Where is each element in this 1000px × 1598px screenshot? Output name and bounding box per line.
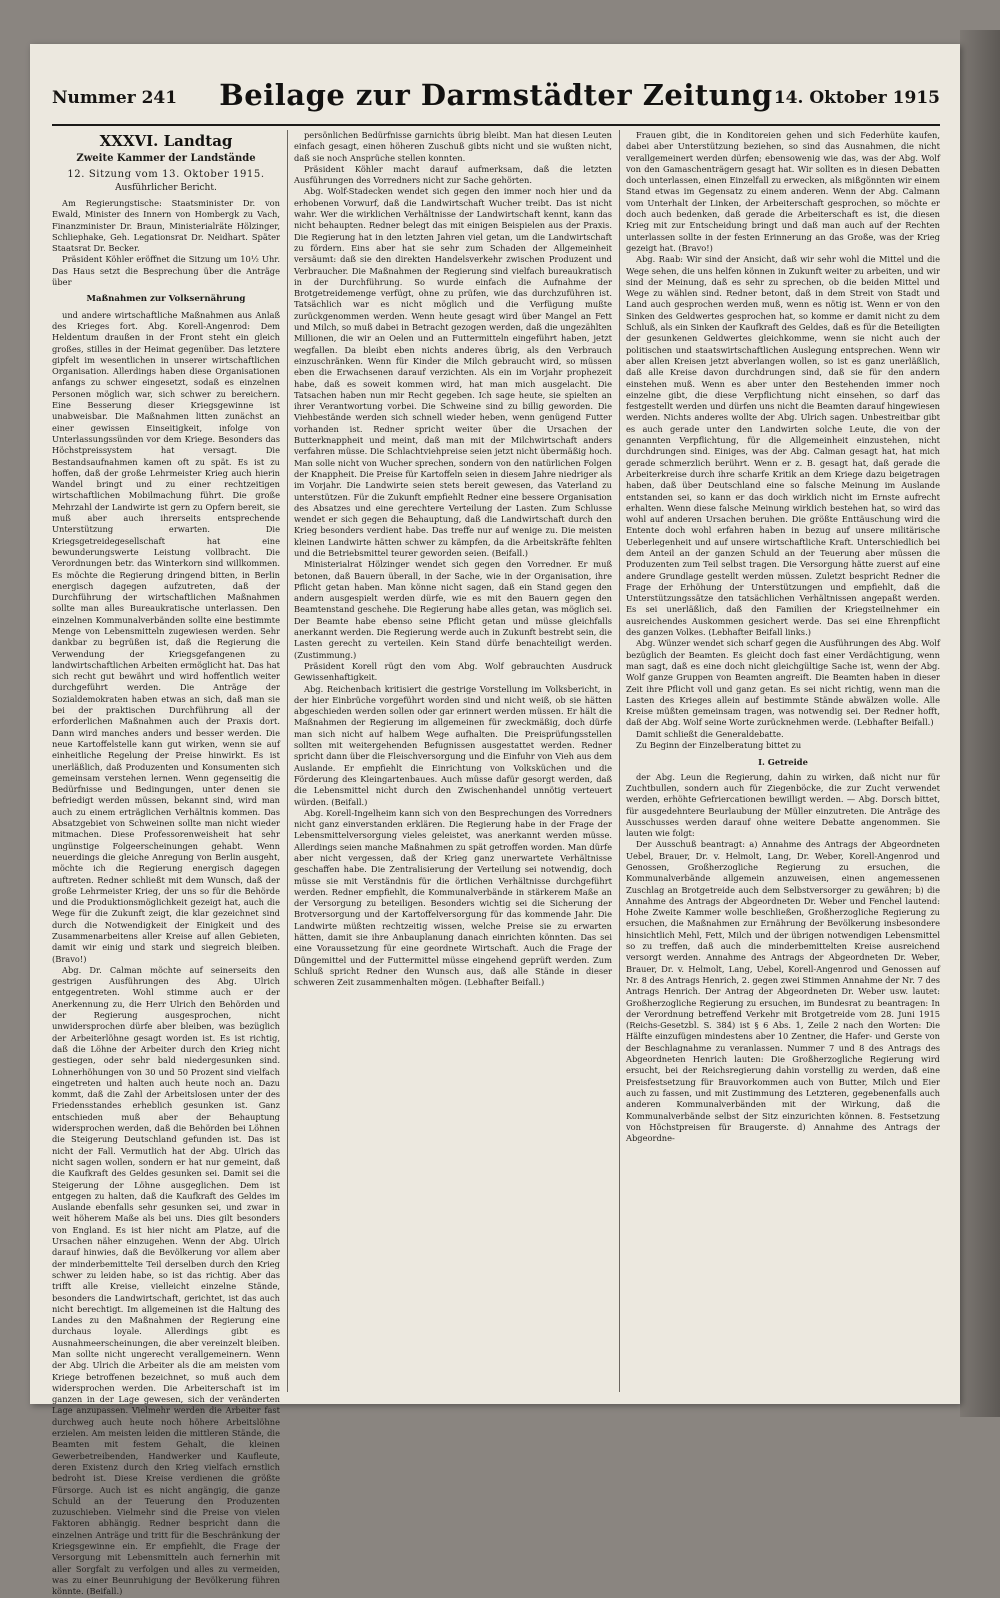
session-line: 12. Sitzung vom 13. Oktober 1915.: [67, 169, 265, 180]
paragraph: persönlichen Bedürfnisse garnichts übrig bleibt. Man hat diesen Leuten einfach gesagt, einen höheren Zuschuß gibts nicht und sie wußten nicht, daß sie noch Ansprüche stellen konnten.: [294, 130, 612, 163]
column-2: [294, 130, 612, 1392]
issue-number: Nummer 241: [52, 88, 178, 108]
paragraph: der Abg. Leun die Regierung, dahin zu wirken, daß nicht nur für Zuchtbullen, sondern auch für Ziegenböcke, die zur Zucht verwendet werden, erhöhte Gefriercationen bewilligt werden. — Abg. Dorsch bittet, für ausgedehntere Beurlaubung der Müller einzutreten. Die Anträge des Ausschusses werden darauf ohne weitere Debatte angenommen. Sie lauten wie folgt:: [626, 771, 940, 839]
paragraph: Abg. Reichenbach kritisiert die gestrige Vorstellung im Volksbericht, in der hier Einbrüche vorgeführt worden sind und nicht weiß, ob sie hätten abgeschieden werden sollen oder gar erinnert werden müssen. Er hält die Maßnahmen der Regierung im allgemeinen für zweckmäßig, doch dürfe man sich nicht auf halbem Wege aufhalten. Die Preisprüfungsstellen sollten mit weitergehenden Befugnissen ausgestattet werden. Redner spricht dann über die Fleischversorgung und die Einfuhr von Vieh aus dem Auslande. Er empfiehlt die Einrichtung von Volksküchen und die Förderung des Kleingartenbaues. Auch müsse dafür gesorgt werden, daß die Lebensmittel nicht durch den Zwischenhandel unnötig verteuert würden. (Beifall.): [294, 683, 612, 807]
paragraph: Frauen gibt, die in Konditoreien gehen und sich Federhüte kaufen, dabei aber Unterstützung beziehen, so sind das Ausnahmen, die nicht verallgemeinert werden dürfen; ebensowenig wie das, was der Abg. Wolf von den Gamaschenträgern gesagt hat. Wir sollten es in diesen Debatten doch unterlassen, einen Einzelfall zu erwecken, als mißgönnten wir einem Stand etwas im Gegensatz zu einem anderen. Wenn der Abg. Calmann vom Unterhalt der Linken, der Arbeiterschaft gesprochen, so möchte er doch auch bedenken, daß gerade die Arbeiterschaft es ist, die diesen Krieg mit zur Entscheidung bringt und daß man auch auf der Rechten unterlassen sollte in der festen Erinnerung an das Große, was der Krieg gezeigt hat. (Bravo!): [626, 130, 940, 253]
paragraph: Abg. Raab: Wir sind der Ansicht, daß wir sehr wohl die Mittel und die Wege sehen, die uns helfen können in Zukunft weiter zu arbeiten, und wir sind der Meinung, daß es sehr zu sprechen, ob die beiden Mittel und Wege zu wählen sind. Redner betont, daß in dem Streit von Stadt und Land auch gesprochen werden muß, wenn es nötig ist. Wenn er von den Sinken des Geldwertes gesprochen hat, so komme er damit nicht zu dem Schluß, als ein Sinken der Kaufkraft des Geldes, daß es für die Beteiligten der gesunkenen Geldwertes gleichkomme, wenn sie nicht auch der politischen und staatswirtschaftlichen Auslegung entsprechen. Wenn wir aber allen Kreisen jetzt abverlangen wollen, so ist es ganz unerläßlich, daß alle Kreise davon durchdrungen sind, daß sie für den andern einstehen muß. Wenn es aber unter den Bestehenden immer noch einzelne gibt, die diese Verpflichtung nicht einsehen, so darf das festgestellt werden und dürfen uns nicht die Beamten darauf hingewiesen werden. Nichts anderes wollte der Abg. Ulrich sagen. Unbestreitbar gibt es auch gerade unter den Landwirten solche Leute, die von der genannten Verpflichtung, für die Allgemeinheit einzustehen, nicht durchdrungen sind. Einiges, was der Abg. Calman gesagt hat, hat mich gerade schmerzlich berührt. Wenn er z. B. gesagt hat, daß gerade die Arbeiterkreise durch ihre scharfe Kritik an dem Kriege dazu beigetragen haben, daß über Deutschland eine so falsche Meinung im Auslande entstanden sei, so kann er das doch wirklich nicht im Ernste aufrecht erhalten. Wenn diese falsche Meinung wirklich bestehen hat, so wird das wohl auf anderen Ursachen beruhen. Die größte Enttäuschung wird die Entente doch wohl erfahren haben in bezug auf unsere militärische Ueberlegenheit und auf unsere wirtschaftliche Kraft. Unterschiedlich bei dem Anteil an der ganzen Schuld an der Teuerung aber müssen die Produzenten zum Teil selbst tragen. Die Versorgung hätte zuerst auf eine andere Grundlage gestellt werden müssen. Zuletzt bespricht Redner die Frage der Erhöhung der Unterstützungen und empfiehlt, daß die Unterstützungssätze den tatsächlichen Verhältnissen angepaßt werden. Es sei unerläßlich, daß den Familien der Kriegsteilnehmer ein ausreichendes Auskommen gesichert werde. Das sei eine Ehrenpflicht des ganzen Volkes. (Lebhafter Beifall links.): [626, 254, 940, 638]
paragraph: Abg. Dr. Calman möchte auf seinerseits den gestrigen Ausführungen des Abg. Ulrich entgegentreten. Wohl stimme auch er der Anerkennung zu, die Herr Ulrich den Behörden und der Regierung ausgesprochen, nicht unwidersprochen dürfe aber bleiben, was bezüglich der Arbeiterlöhne gesagt worden ist. Es ist richtig, daß die Löhne der Arbeiter durch den Krieg nicht gestiegen, oder sehr bald niedergesunken sind. Lohnerhöhungen von 30 und 50 Prozent sind vielfach eingetreten und halten auch heute noch an. Dazu kommt, daß die Zahl der Arbeitslosen unter der des Friedensstandes erheblich gesunken ist. Ganz entschieden muß aber der Behauptung widersprochen werden, daß die Behörden bei Löhnen die Steigerung Deutschland gefunden ist. Das ist nicht der Fall. Vermutlich hat der Abg. Ulrich das nicht sagen wollen, sondern er hat nur gemeint, daß die Kaufkraft des Geldes gesunken sei. Damit sei die Steigerung der Löhne ausgeglichen. Dem ist entgegen zu halten, daß die Kaufkraft des Geldes im Auslande ebenfalls sehr gesunken sei, und zwar in weit höherem Maße als bei uns. Dies gilt besonders von England. Es ist hier nicht am Platze, auf die Ursachen näher einzugehen. Wenn der Abg. Ulrich darauf hinwies, daß die Bevölkerung vor allem aber der minderbemittelte Teil derselben durch den Krieg schwer zu leiden habe, so ist das richtig. Aber das trifft alle Kreise, vielleicht einzelne Stände, besonders die Landwirtschaft, gerichtet, ist das auch nicht berechtigt. Im allgemeinen ist die Haltung des Landes zu den Maßnahmen der Regierung eine durchaus loyale. Allerdings gibt es Ausnahmeerscheinungen, die aber vereinzelt bleiben. Man sollte nicht ungerecht verallgemeinern. Wenn der Abg. Ulrich die Arbeiter als die am meisten vom Kriege betroffenen bezeichnet, so muß auch dem widersprochen werden. Die Arbeiterschaft ist im ganzen in der Lage gewesen, sich der veränderten Lage anzupassen. Vielmehr werden die Arbeiter fast durchweg auch heute noch höhere Arbeitslöhne erzielen. Am meisten leiden die mittleren Stände, die Beamten mit festem Gehalt, die kleinen Gewerbetreibenden, Handwerker und Kaufleute, deren Existenz durch den Krieg vielfach ernstlich bedroht ist. Diese Kreise verdienen die größte Fürsorge. Auch ist es nicht angängig, die ganze Schuld an der Teuerung den Produzenten zuzuschieben. Vielmehr sind die Preise von vielen Faktoren abhängig. Redner bespricht dann die einzelnen Anträge und tritt für die Beschränkung der Kriegsgewinne ein. Er empfiehlt, die Frage der Versorgung mit Lebensmitteln auch fernerhin mit aller Sorgfalt zu verfolgen und alles zu vermeiden, was zu einer Beunruhigung der Bevölkerung führen könnte. (Beifall.): [52, 964, 280, 1597]
paragraph: Am Regierungstische: Staatsminister Dr. von Ewald, Minister des Innern von Hombergk zu Vach, Finanzminister Dr. Braun, Ministerialräte Hölzinger, Schliephake, Geh. Legationsrat Dr. Neidhart. Später Staatsrat Dr. Becker.: [52, 198, 280, 254]
paragraph: Präsident Köhler eröffnet die Sitzung um 10½ Uhr. Das Haus setzt die Besprechung über die Anträge über: [52, 254, 280, 288]
column-1: [52, 130, 280, 1597]
newspaper-page: [30, 44, 960, 1597]
masthead: [52, 76, 940, 126]
paragraph: Der Ausschuß beantragt: a) Annahme des Antrags der Abgeordneten Uebel, Brauer, Dr. v. Helmolt, Lang, Dr. Weber, Korell-Angenrod und Genossen, Großherzogliche Regierung zu ersuchen, die Kommunalverbände allgemein anzuweisen, einen angemessenen Zuschlag an Brotgetreide auch dem Selbstversorger zu gewähren; b) die Annahme des Antrags der Abgeordneten Dr. Weber und Fenchel lautend: Hohe Zweite Kammer wolle beschließen, Großherzogliche Regierung zu ersuchen, die Maßnahmen zur Ernährung der Bevölkerung insbesondere hinsichtlich Mehl, Fett, Milch und der übrigen notwendigen Lebensmittel so zu treffen, daß auch die minderbemittelten Kreise ausreichend versorgt werden. Annahme des Antrags der Abgeordneten Dr. Weber, Brauer, Dr. v. Helmolt, Lang, Uebel, Korell-Angenrod und Genossen auf Nr. 8 des Antrags Henrich, 2. gegen zwei Stimmen Annahme der Nr. 7 des Antrags Henrich. Der Antrag der Abgeordneten Dr. Weber usw. lautet: Großherzogliche Regierung zu ersuchen, im Bundesrat zu beantragen: In der Verordnung betreffend Verkehr mit Brotgetreide vom 28. Juni 1915 (Reichs-Gesetzbl. S. 384) ist § 6 Abs. 1, Zeile 2 nach den Worten: Die Hälfte einzufügen mindestens aber 10 Zentner, die Hafer- und Gerste von der Beschlagnahme zu veranlassen. Nummer 7 und 8 des Antrags des Abgeordneten Henrich lauten: Die Großherzogliche Regierung wird ersucht, bei der Reichsregierung dahin vorstellig zu werden, daß eine Preisfestsetzung für Brauvorkommen auch von Butter, Milch und Eier auch zu fassen, und mit Zustimmung des Letzteren, gegebenenfalls auch anderen Kommunalverbänden mit der Wirkung, daß die Kommunalverbände selbst der Sitz einzurichten können. 8. Festsetzung von Höchstpreisen für Braugerste. d) Annahme des Antrags der Abgeordne-: [626, 839, 940, 1144]
paragraph: Zu Beginn der Einzelberatung bittet zu: [636, 740, 802, 751]
paragraph: und andere wirtschaftliche Maßnahmen aus Anlaß des Krieges fort. Abg. Korell-Angenrod: Dem Heldentum draußen in der Front steht ein gleich großes, stilles in der Heimat gegenüber. Das letztere gipfelt im wesentlichen in unserer wirtschaftlichen Organisation. Allerdings haben diese Organisationen anfangs zu schwer eingesetzt, sodaß es einzelnen Personen möglich war, sich schwer zu bereichern. Eine Besserung dieser Kriegsgewinne ist unabweisbar. Die Maßnahmen litten zunächst an einer gewissen Einseitigkeit, infolge von Unterlassungssünden vor dem Kriege. Besonders das Höchstpreissystem hat versagt. Die Bestandsaufnahmen kamen oft zu spät. Es ist zu hoffen, daß der große Lehrmeister Krieg auch hierin Wandel bringt und zu einer rechtzeitigen wirtschaftlichen Mobilmachung führt. Die große Mehrzahl der Landwirte ist gern zu Opfern bereit, sie muß aber auch ihrerseits entsprechende Unterstützung erwarten. Die Kriegsgetreidegesellschaft hat eine bewunderungswerte Leistung vollbracht. Die Verordnungen betr. das Winterkorn sind willkommen. Es möchte die Regierung dringend bitten, in Berlin energisch dagegen aufzutreten, daß der Durchführung der wirtschaftlichen Maßnahmen sollte man alles Bureaukratische unterlassen. Den einzelnen Kommunalverbänden sollte eine bestimmte Menge von Lebensmitteln zugewiesen werden. Sehr dankbar zu begrüßen ist, daß die Regierung die Verwendung der Kriegsgefangenen zu landwirtschaftlichen Arbeiten ermöglicht hat. Das hat sich recht gut bewährt und wird hoffentlich weiter durchgeführt werden. Die Anträge der Sozialdemokraten haben etwas an sich, daß man sie bei der praktischen Durchführung all der erforderlichen Maßnahmen auch der Praxis dort. Dann wird manches anders und besser werden. Die neue Kartoffelstelle kann gut wirken, wenn sie auf einheitliche Regelung der Preise hinwirkt. Es ist unerläßlich, daß Produzenten und Konsumenten sich gemeinsam verstehen lernen. Wenn gegenseitig die Bedürfnisse und Bedingungen, unter denen sie befriedigt werden müssen, bekannt sind, wird man auch zu einem erträglichen Verhältnis kommen. Das Absatzgebiet von Schweinen sollte man nicht wieder mitmachen. Diese Professorenweisheit hat sehr ungünstige Folgeerscheinungen gehabt. Wenn neuerdings die gleiche Anregung von Berlin ausgeht, möchte ich die Regierung energisch dagegen auftreten. Redner schließt mit dem Wunsch, daß der große Lehrmeister Krieg, der uns so für die Behörde und die Produktionsmöglichkeit gezeigt hat, auch die Wege für die Zukunft zeigt, die klar gezeichnet sind durch die Notwendigkeit der Einigkeit und des Zusammenarbeitens aller Kreise auf allen Gebieten, damit wir einig und stark und siegreich bleiben. (Bravo!): [52, 309, 280, 964]
paragraph: Damit schließt die Generaldebatte.: [636, 728, 784, 739]
article-subtitle: Zweite Kammer der Landstände: [76, 153, 256, 164]
report-note: Ausführlicher Bericht.: [115, 183, 217, 193]
column-divider: [619, 130, 620, 1392]
issue-date: 14. Oktober 1915: [773, 88, 940, 108]
newspaper-title: Beilage zur Darmstädter Zeitung: [219, 78, 773, 112]
column-divider: [287, 130, 288, 1392]
paragraph: Abg. Korell-Ingelheim kann sich von den Besprechungen des Vorredners nicht ganz einverstanden erklären. Die Regierung habe in der Frage der Lebensmittelversorgung vieles geleistet, was anerkannt werden müsse. Allerdings seien manche Maßnahmen zu spät getroffen worden. Man dürfe aber nicht vergessen, daß der Krieg ganz unerwartete Verhältnisse geschaffen habe. Die Zentralisierung der Verteilung sei notwendig, doch müsse sie mit Verständnis für die örtlichen Verhältnisse durchgeführt werden. Redner empfiehlt, die Kommunalverbände in stärkerem Maße an der Versorgung zu beteiligen. Besonders wichtig sei die Sicherung der Brotversorgung und der Kartoffelversorgung für das kommende Jahr. Die Landwirte müßten rechtzeitig wissen, welche Preise sie zu erwarten hätten, damit sie ihre Anbauplanung danach einrichten könnten. Das sei eine Voraussetzung für eine geordnete Wirtschaft. Auch die Frage der Düngemittel und der Futtermittel müsse eingehend geprüft werden. Zum Schluß spricht Redner den Wunsch aus, daß alle Stände in dieser schweren Zeit zusammenhalten mögen. (Lebhafter Beifall.): [294, 807, 612, 988]
paragraph: Präsident Köhler macht darauf aufmerksam, daß die letzten Ausführungen des Vorredners nicht zur Sache gehörten.: [294, 163, 612, 186]
paragraph: Präsident Korell rügt den vom Abg. Wolf gebrauchten Ausdruck Gewissenhaftigkeit.: [294, 660, 612, 683]
paragraph: Abg. Wünzer wendet sich scharf gegen die Ausführungen des Abg. Wolf bezüglich der Beamten. Es gleicht doch fast einer Verdächtigung, wenn man sagt, daß es eine doch nicht gleichgültige Sache ist, wenn der Abg. Wolf ganze Gruppen von Beamten angreift. Die Beamten haben in dieser Zeit ihre Pflicht voll und ganz getan. Es sei nicht richtig, wenn man die Lasten des Krieges allein auf bestimmte Stände abwälzen wolle. Alle Kreise müßten gemeinsam tragen, was notwendig sei. Der Redner hofft, daß der Abg. Wolf seine Worte zurücknehmen werde. (Lebhafter Beifall.): [626, 638, 940, 728]
scan-edge: [960, 30, 1000, 1417]
section-heading: I. Getreide: [758, 757, 808, 768]
article-title: XXXVI. Landtag: [99, 132, 233, 150]
paragraph: Abg. Wolf-Stadecken wendet sich gegen den immer noch hier und da erhobenen Vorwurf, daß die Landwirtschaft Wucher treibt. Das ist nicht wahr. Wer die wirklichen Verhältnisse der Landwirtschaft kennt, kann das nicht behaupten. Redner belegt das mit einigen Beispielen aus der Praxis. Die Regierung hat in den letzten Jahren viel getan, um die Landwirtschaft zu fördern. Eins aber hat sie sehr zum Schaden der Allgemeinheit versäumt: daß sie den direkten Handelsverkehr zwischen Produzent und Verbraucher. Die Maßnahmen der Regierung sind vielfach bureaukratisch in der Durchführung. So wurde einfach die Aufnahme der Brotgetreidemenge verfügt, ohne zu prüfen, wie das durchzuführen ist. Tatsächlich war es nicht möglich und die Verfügung mußte zurückgenommen werden. Wenn heute gesagt wird über Mangel an Fett und Milch, so muß dabei in Betracht gezogen werden, daß die ungezählten Millionen, die wir an Oelen und an Futtermitteln eingeführt haben, jetzt wegfallen. Da bleibt eben nichts anderes übrig, als den Verbrauch einzuschränken. Wenn für Kinder die Milch gebraucht wird, so müssen eben die Erwachsenen darauf verzichten. Als ein im Vorjahr prophezeit habe, daß es soweit kommen wird, hat man mich ausgelacht. Die Tatsachen haben nun mir Recht gegeben. Ich sage heute, sie spielten an ihrer Verantwortung vorbei. Die Schweine sind zu billig geworden. Die Viehbestände werden sich schnell wieder heben, wenn genügend Futter vorhanden ist. Redner spricht weiter über die Ursachen der Butterknappheit und meint, daß man mit der Milchwirtschaft anders verfahren müsse. Die Schlachtviehpreise seien jetzt nicht übermäßig hoch. Man solle nicht von Wucher sprechen, sondern von den natürlichen Folgen der Knappheit. Die Preise für Kartoffeln seien in diesem Jahre niedriger als im Vorjahr. Die Landwirte seien stets bereit gewesen, das Vaterland zu unterstützen. Für die Zukunft empfiehlt Redner eine bessere Organisation des Absatzes und eine gerechtere Verteilung der Lasten. Zum Schlusse wendet er sich gegen die Behauptung, daß die Landwirtschaft durch den Krieg besonders verdient habe. Das treffe nur auf wenige zu. Die meisten kleinen Landwirte hätten schwer zu kämpfen, da die Arbeitskräfte fehlten und die Betriebsmittel teurer geworden seien. (Beifall.): [294, 186, 612, 558]
section-heading: Maßnahmen zur Volksernährung: [86, 294, 246, 305]
column-3: [626, 130, 940, 1392]
paragraph: Ministerialrat Hölzinger wendet sich gegen den Vorredner. Er muß betonen, daß Bauern überall, in der Sache, wie in der Organisation, ihre Pflicht getan haben. Man könne nicht sagen, daß ein Stand gegen den andern ausgespielt werden dürfe, wie es mit den Bauern gegen den Beamtenstand geschehe. Die Regierung habe alles getan, was möglich sei. Der Beamte habe ebenso seine Pflicht getan und müsse gleichfalls anerkannt werden. Die Regierung werde auch in Zukunft bestrebt sein, die Lasten gerecht zu verteilen. Kein Stand dürfe benachteiligt werden. (Zustimmung.): [294, 559, 612, 660]
